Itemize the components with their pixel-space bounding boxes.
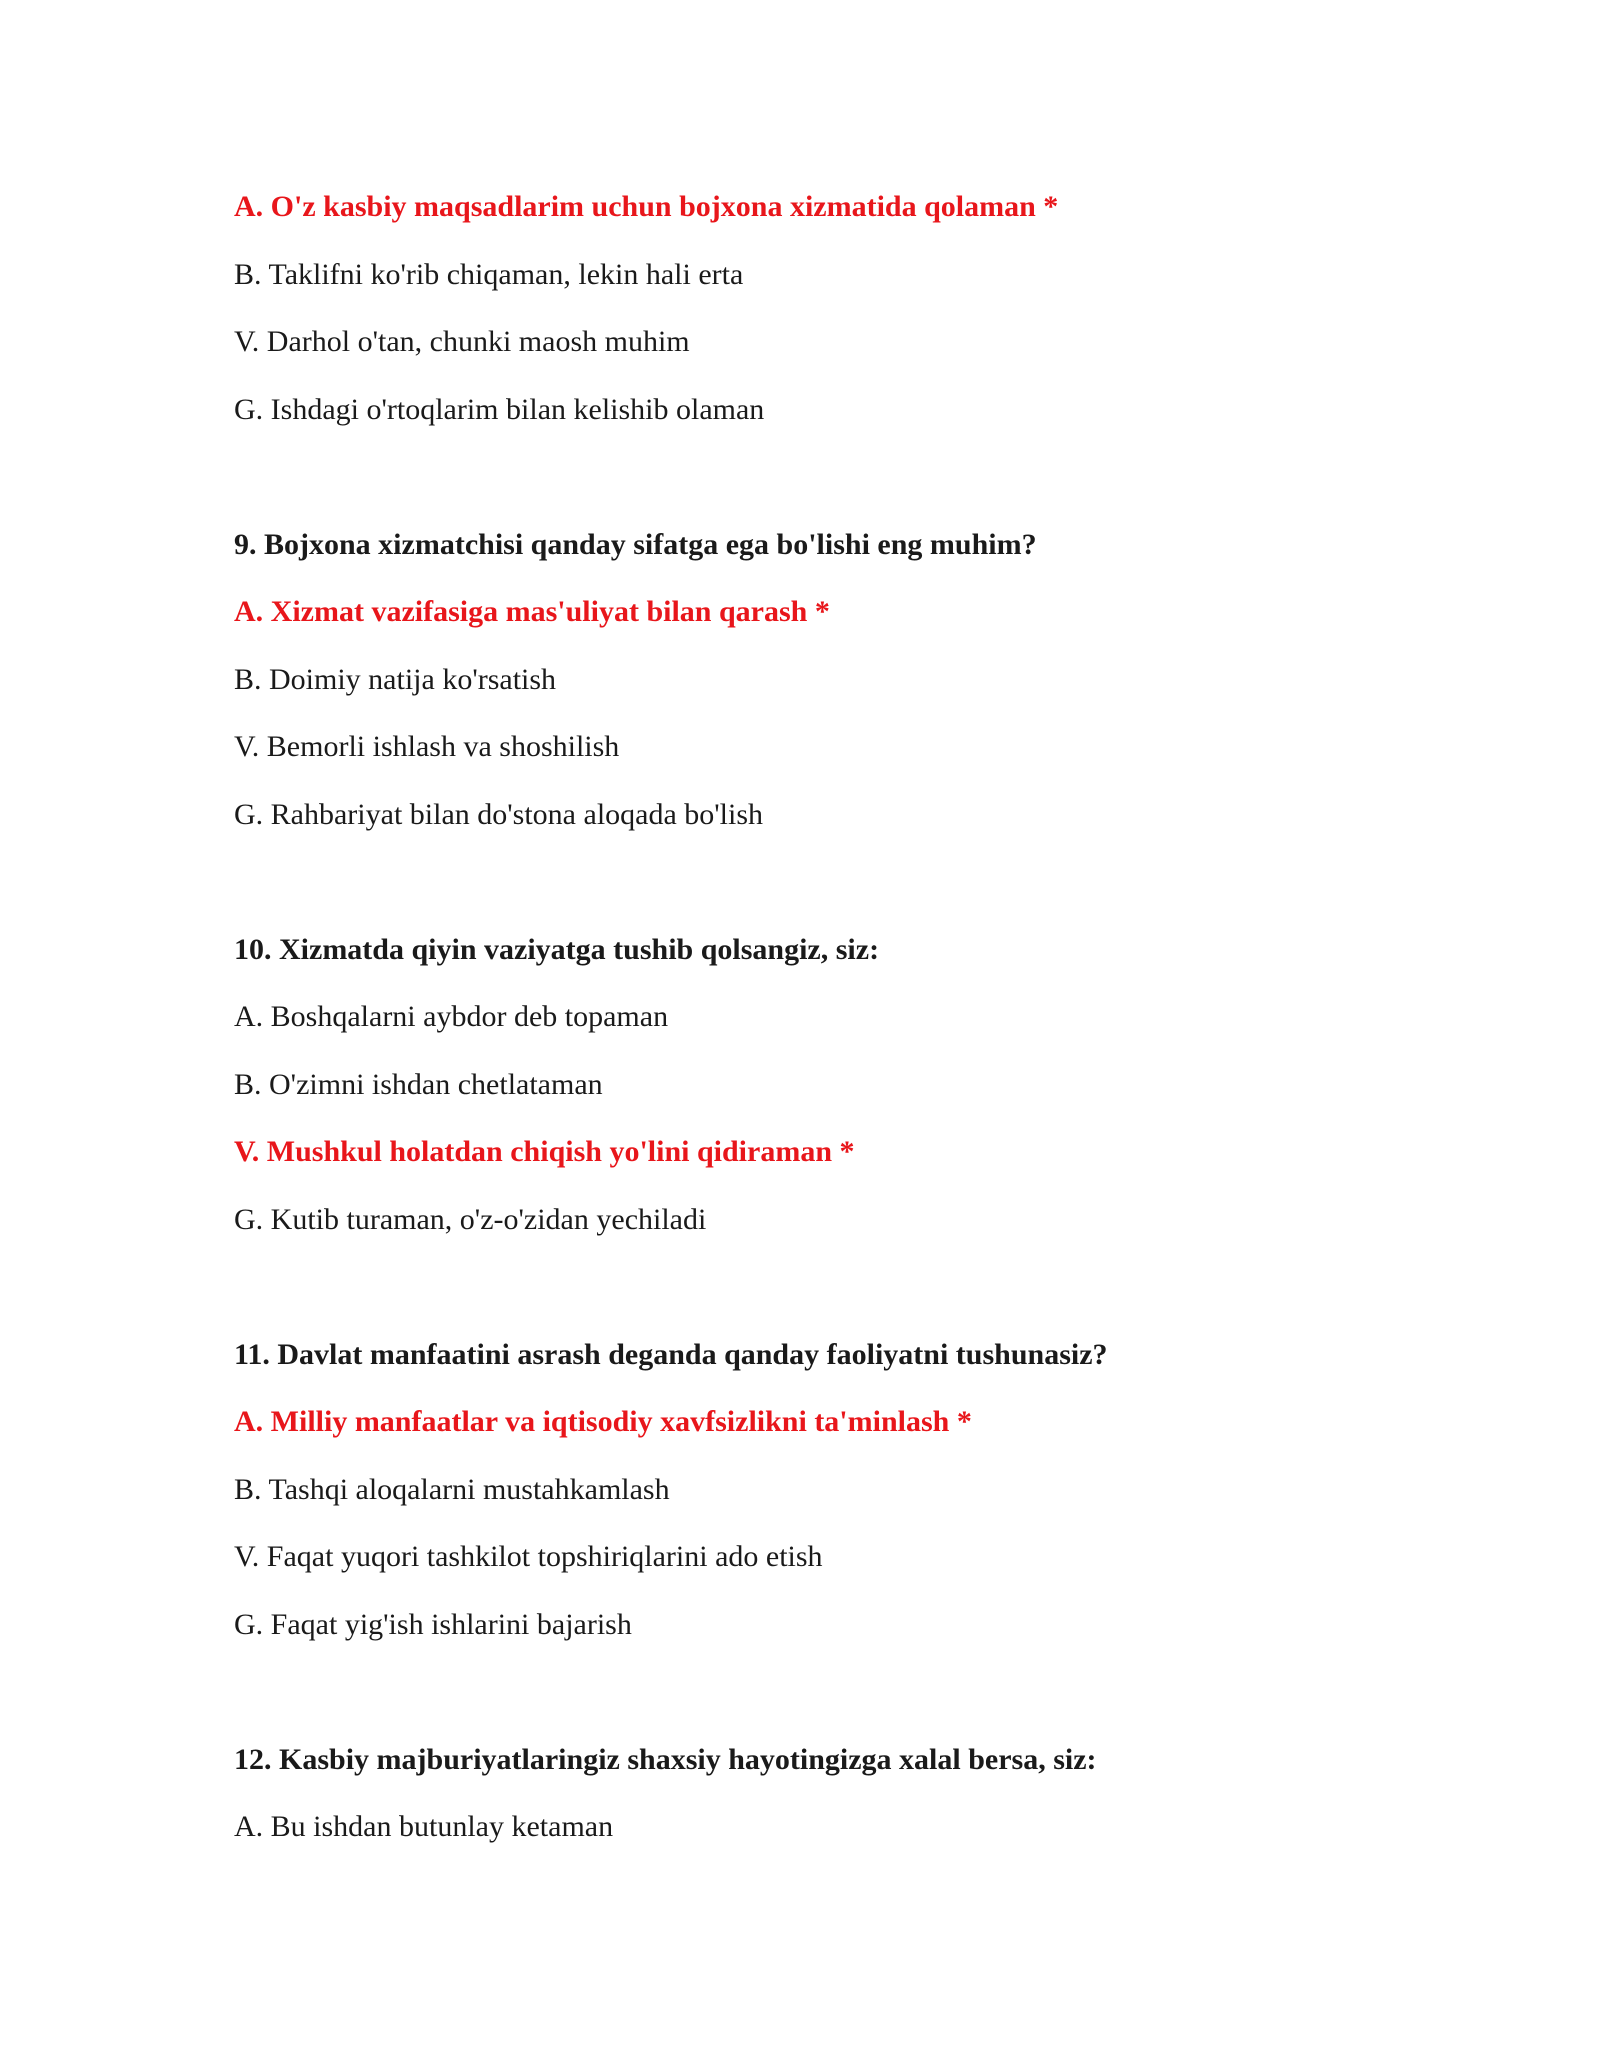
block-spacer — [234, 452, 1434, 520]
answer-option: V. Bemorli ishlash va shoshilish — [234, 730, 620, 763]
correct-answer-option: V. Mushkul holatdan chiqish yo'lini qidiraman * — [234, 1135, 855, 1168]
question-block — [234, 182, 1434, 452]
question-text: 12. Kasbiy majburiyatlaringiz shaxsiy hayotingizga xalal bersa, siz: — [234, 1742, 1097, 1776]
answer-option: B. O'zimni ishdan chetlataman — [234, 1067, 603, 1101]
answer-option: B. Doimiy natija ko'rsatish — [234, 662, 557, 696]
block-spacer — [234, 1262, 1434, 1330]
answer-option: V. Darhol o'tan, chunki maosh muhim — [234, 325, 690, 358]
correct-answer-option: A. O'z kasbiy maqsadlarim uchun bojxona xizmatida qolaman * — [234, 190, 1059, 223]
quiz-document — [234, 182, 1434, 1870]
answer-option: G. Kutib turaman, o'z-o'zidan yechiladi — [234, 1202, 707, 1236]
question-block — [234, 520, 1434, 858]
answer-option: G. Rahbariyat bilan do'stona aloqada bo'lish — [234, 797, 764, 831]
question-text: 10. Xizmatda qiyin vaziyatga tushib qolsangiz, siz: — [234, 932, 880, 966]
answer-option: V. Faqat yuqori tashkilot topshiriqlarini ado etish — [234, 1540, 823, 1573]
answer-option: G. Faqat yig'ish ishlarini bajarish — [234, 1607, 632, 1641]
block-spacer — [234, 857, 1434, 925]
question-block — [234, 925, 1434, 1263]
answer-option: G. Ishdagi o'rtoqlarim bilan kelishib olaman — [234, 392, 765, 426]
answer-option: A. Bu ishdan butunlay ketaman — [234, 1810, 614, 1843]
answer-option: B. Taklifni ko'rib chiqaman, lekin hali erta — [234, 257, 744, 291]
question-block — [234, 1735, 1434, 1870]
correct-answer-option: A. Xizmat vazifasiga mas'uliyat bilan qarash * — [234, 595, 830, 628]
correct-answer-option: A. Milliy manfaatlar va iqtisodiy xavfsizlikni ta'minlash * — [234, 1405, 972, 1438]
question-text: 11. Davlat manfaatini asrash deganda qanday faoliyatni tushunasiz? — [234, 1337, 1108, 1371]
answer-option: B. Tashqi aloqalarni mustahkamlash — [234, 1472, 670, 1506]
question-text: 9. Bojxona xizmatchisi qanday sifatga ega bo'lishi eng muhim? — [234, 527, 1037, 561]
answer-option: A. Boshqalarni aybdor deb topaman — [234, 1000, 669, 1033]
block-spacer — [234, 1667, 1434, 1735]
question-block — [234, 1330, 1434, 1668]
